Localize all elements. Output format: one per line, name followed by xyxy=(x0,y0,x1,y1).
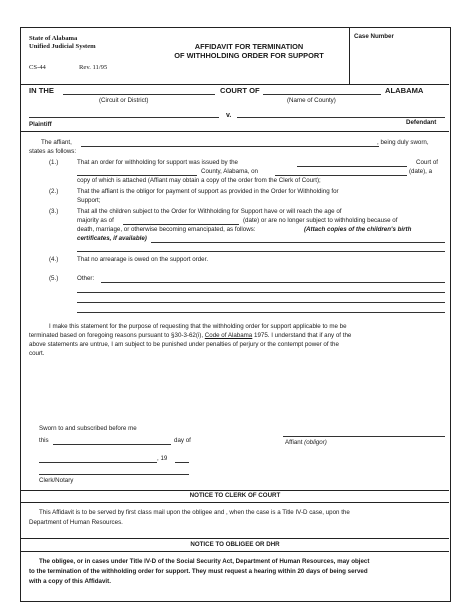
alabama-label: ALABAMA xyxy=(385,86,424,95)
affidavit-form xyxy=(20,27,451,602)
majority-date-field[interactable] xyxy=(123,224,239,225)
emancipation-line-1[interactable] xyxy=(151,242,445,243)
court-type-field[interactable] xyxy=(63,94,215,95)
affiant-label: Affiant xyxy=(285,439,303,446)
statement-reason: terminated based on foregoing reasons pursuant to §30-3-62(i), xyxy=(29,332,204,339)
affiant-name-field[interactable] xyxy=(81,146,379,147)
form-revision: Rev. 11/95 xyxy=(79,64,108,71)
this-label: this xyxy=(39,437,49,444)
case-number-label: Case Number xyxy=(354,33,394,40)
caption-divider xyxy=(21,131,449,132)
item-4-number: (4.) xyxy=(49,256,59,263)
form-number: CS-44 xyxy=(29,64,46,71)
item-2-text: That the affiant is the obligor for payment of support as provided in the Order for Withholding for xyxy=(77,188,339,195)
versus-label: v. xyxy=(226,112,232,119)
notice-obligee-heading-divider xyxy=(21,551,449,552)
item-2-text-cont: Support; xyxy=(77,197,101,204)
sworn-year-field[interactable] xyxy=(175,462,189,463)
item-5-number: (5.) xyxy=(49,275,59,282)
notice-obligee-line-3: with a copy of this Affidavit. xyxy=(29,578,111,585)
form-title-line1: AFFIDAVIT FOR TERMINATION xyxy=(194,42,304,51)
state-name: State of Alabama xyxy=(29,35,78,42)
statement-understand: 1975. I understand that if any of the xyxy=(254,332,352,339)
other-line-3[interactable] xyxy=(77,302,445,303)
statement-line-4: court. xyxy=(29,350,45,357)
item-3-emancipation-text: death, marriage, or otherwise becoming emancipated, as follows: xyxy=(77,226,256,233)
sworn-text: Sworn to and subscribed before me xyxy=(39,425,137,432)
notice-clerk-top-divider xyxy=(21,490,449,491)
item-1-number: (1.) xyxy=(49,159,59,166)
defendant-field[interactable] xyxy=(237,117,445,118)
case-number-divider xyxy=(349,28,350,84)
item-1-date-text: (date), a xyxy=(409,168,433,175)
judicial-system: Unified Judicial System xyxy=(29,42,96,50)
obligor-label: (obligor) xyxy=(304,439,327,446)
notice-clerk-heading-divider xyxy=(21,502,449,503)
item-5-text: Other: xyxy=(77,275,95,282)
sworn-month-field[interactable] xyxy=(39,462,157,463)
notice-obligee-line-2: to the termination of the withholding order for support. They must request a hearing within 20 days of being served xyxy=(29,568,368,575)
notice-obligee-heading: NOTICE TO OBLIGEE OR DHR xyxy=(190,541,280,548)
item-3-number: (3.) xyxy=(49,208,59,215)
header-divider xyxy=(21,84,449,85)
statement-code: Code of Alabama xyxy=(204,332,253,339)
statement-line-3: above statements are untrue, I am subject to be punished under penalties of perjury or the contempt power of the xyxy=(29,341,339,348)
item-1-text: That an order for withholding for support was issued by the xyxy=(77,159,238,166)
statement-line-2 xyxy=(29,332,351,340)
emancipation-line-2[interactable] xyxy=(77,251,445,252)
clerk-notary-label: Clerk/Notary xyxy=(39,477,74,484)
notice-obligee-top-divider xyxy=(21,538,449,539)
notice-clerk-heading: NOTICE TO CLERK OF COURT xyxy=(189,492,281,499)
item-3-text: That all the children subject to the Order for Withholding for Support have or will reach the age of xyxy=(77,208,342,215)
other-line-4[interactable] xyxy=(77,312,445,313)
statement-line-1: I make this statement for the purpose of requesting that the withholding order for support applicable to me be xyxy=(49,323,347,330)
notice-clerk-line-2: Department of Human Resources. xyxy=(29,519,123,526)
item-3-certificates-note: certificates, if available) xyxy=(77,235,147,242)
notice-obligee-line-1: The obligee, or in cases under Title IV-D of the Social Security Act, Department of Human Resources, may object xyxy=(39,558,370,565)
other-line-1[interactable] xyxy=(101,282,445,283)
item-3-withholding-text: (date) or are no longer subject to withholding because of xyxy=(243,217,398,224)
circuit-hint: (Circuit or District) xyxy=(99,97,149,104)
states-label: states as follows: xyxy=(29,148,77,155)
county-hint: (Name of County) xyxy=(287,97,336,104)
plaintiff-field[interactable] xyxy=(29,117,219,118)
plaintiff-label: Plaintiff xyxy=(29,121,52,128)
item-1-court-of: Court of xyxy=(416,159,439,166)
in-the-label: IN THE xyxy=(29,86,54,95)
form-title-line2: OF WITHHOLDING ORDER FOR SUPPORT xyxy=(174,51,324,60)
affiant-signature-label xyxy=(285,439,327,447)
affiant-prefix: The affiant, xyxy=(41,139,72,146)
order-county-field[interactable] xyxy=(77,175,197,176)
county-field[interactable] xyxy=(263,94,381,95)
sworn-day-field[interactable] xyxy=(53,444,171,445)
affiant-signature-field[interactable] xyxy=(283,436,445,437)
item-3-attach-note: (Attach copies of the children's birth xyxy=(304,226,412,233)
item-4-text: That no arrearage is owed on the support order. xyxy=(77,256,209,263)
item-1-copy-text: copy of which is attached (Affiant may obtain a copy of the order from the Clerk of Court); xyxy=(77,177,321,184)
day-of-label: day of xyxy=(174,437,191,444)
clerk-signature-field[interactable] xyxy=(39,474,189,475)
affiant-suffix: , being duly sworn, xyxy=(377,139,429,146)
court-of-label: COURT OF xyxy=(220,86,260,95)
defendant-label: Defendant xyxy=(406,119,437,126)
item-3-majority-text: majority as of xyxy=(77,217,114,224)
order-date-field[interactable] xyxy=(275,175,407,176)
notice-clerk-line-1: This Affidavit is to be served by first class mail upon the obligee and , when the case is a Title IV-D case, upon the xyxy=(39,509,350,516)
item-1-county-text: County, Alabama, on xyxy=(201,168,258,175)
case-number-field[interactable] xyxy=(353,42,449,80)
other-line-2[interactable] xyxy=(77,292,445,293)
year-label: , 19 xyxy=(157,455,168,462)
item-2-number: (2.) xyxy=(49,188,59,195)
issuing-court-field[interactable] xyxy=(297,166,407,167)
